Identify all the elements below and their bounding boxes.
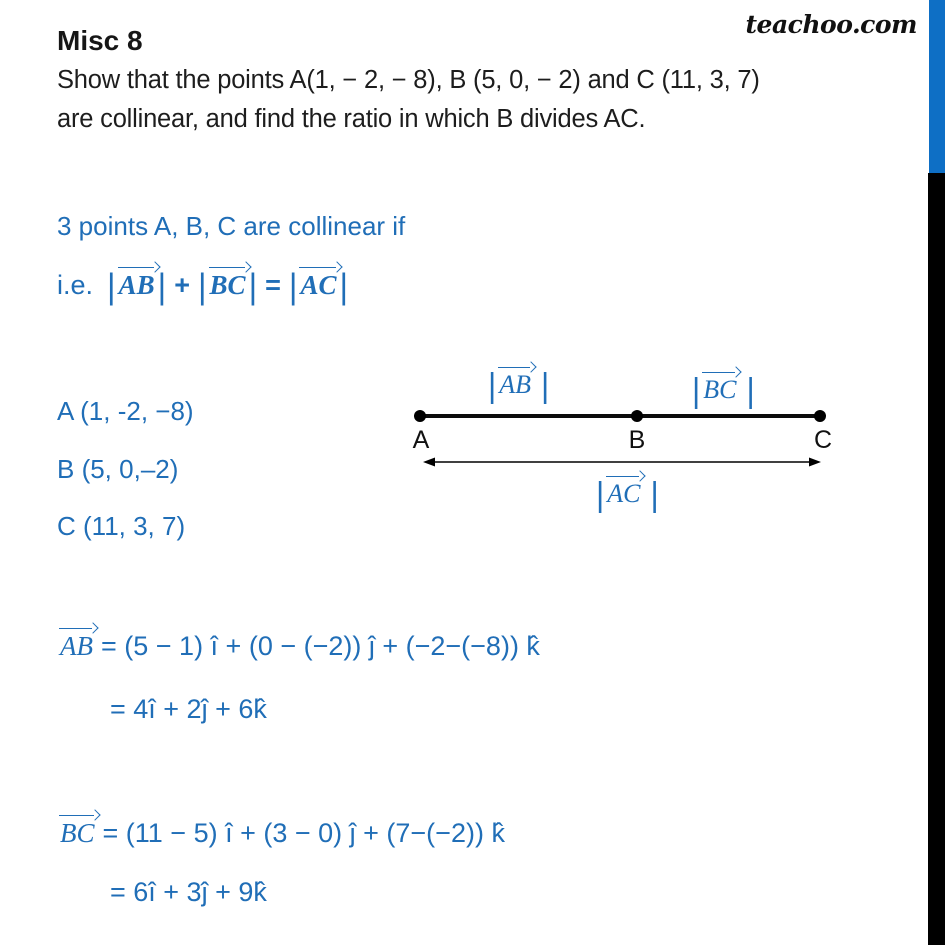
abs-bar: | [650, 474, 659, 514]
vector-arrow [605, 469, 644, 480]
vector-BC-label: BC [60, 818, 95, 848]
vector-arrow [208, 259, 250, 270]
vector-BC-label: BC [703, 375, 737, 404]
vector-BC [58, 820, 97, 847]
vector-arrow [117, 259, 159, 270]
right-edge-bar-blue [929, 0, 945, 173]
abs-bar: | [339, 265, 349, 306]
point-C-coordinates: C (11, 3, 7) [57, 511, 186, 541]
abs-bar: | [746, 370, 755, 410]
abs-bar: | [488, 365, 497, 405]
equation-AB-expansion [57, 631, 540, 662]
diagram-label-A: A [412, 426, 430, 454]
collinearity-condition-equation [57, 265, 349, 306]
vector-arrow [701, 365, 740, 376]
diagram-label-B: B [628, 426, 646, 454]
site-logo: teachoo.com [745, 10, 917, 39]
vector-BC-label: BC [209, 270, 246, 300]
vector-AC [605, 481, 642, 507]
vector-AB [58, 633, 95, 660]
problem-line-2: are collinear, and find the ratio in which B divides AC. [57, 105, 646, 133]
abs-bar: | [692, 370, 701, 410]
vector-AC-label: AC [607, 479, 641, 508]
vector-AB [117, 272, 157, 299]
vector-BC [701, 377, 738, 403]
abs-bar: | [248, 265, 258, 306]
equation-AB-result: = 4î + 2ĵ + 6k̂ [110, 694, 267, 724]
label-BC-magnitude [692, 370, 755, 410]
vector-AB-label: AB [499, 370, 532, 399]
exercise-title: Misc 8 [57, 25, 143, 56]
point-C-dot [814, 410, 826, 422]
vector-AB [497, 372, 533, 398]
equation-BC-rhs: = (11 − 5) î + (3 − 0) ĵ + (7−(−2)) k̂ [102, 818, 505, 848]
problem-line-1: Show that the points A(1, − 2, − 8), B (5, 0, − 2) and C (11, 3, 7) [57, 66, 760, 94]
double-arrow-AC [422, 454, 822, 470]
diagram-label-C: C [813, 426, 833, 454]
line-segment-AC [420, 414, 820, 418]
equals-operator: = [265, 270, 281, 300]
vector-AC [298, 272, 338, 299]
abs-bar: | [197, 265, 207, 306]
abs-bar: | [596, 474, 605, 514]
collinearity-condition-intro: 3 points A, B, C are collinear if [57, 211, 406, 241]
point-B-coordinates: B (5, 0,–2) [57, 454, 179, 484]
abs-bar: | [107, 265, 116, 306]
vector-AC-label: AC [300, 270, 337, 300]
point-A-coordinates: A (1, -2, −8) [57, 396, 194, 426]
ie-label: i.e. [57, 270, 94, 300]
point-A-dot [414, 410, 426, 422]
label-AB-magnitude [488, 365, 550, 405]
vector-AB-label: AB [60, 631, 93, 661]
equation-BC-result: = 6î + 3ĵ + 9k̂ [110, 877, 267, 907]
equation-BC-expansion [57, 818, 505, 849]
right-edge-bar-black [928, 173, 945, 945]
abs-bar: | [541, 365, 550, 405]
vector-arrow [58, 620, 97, 631]
equation-AB-rhs: = (5 − 1) î + (0 − (−2)) ĵ + (−2−(−8)) k̂ [101, 631, 540, 661]
vector-arrow [497, 360, 535, 371]
abs-bar: | [157, 265, 167, 306]
vector-BC [208, 272, 248, 299]
plus-operator: + [174, 270, 190, 300]
vector-arrow [58, 807, 99, 818]
vector-arrow [298, 259, 340, 270]
point-B-dot [631, 410, 643, 422]
abs-bar: | [288, 265, 298, 306]
label-AC-magnitude [596, 474, 659, 514]
vector-AB-label: AB [118, 270, 155, 300]
